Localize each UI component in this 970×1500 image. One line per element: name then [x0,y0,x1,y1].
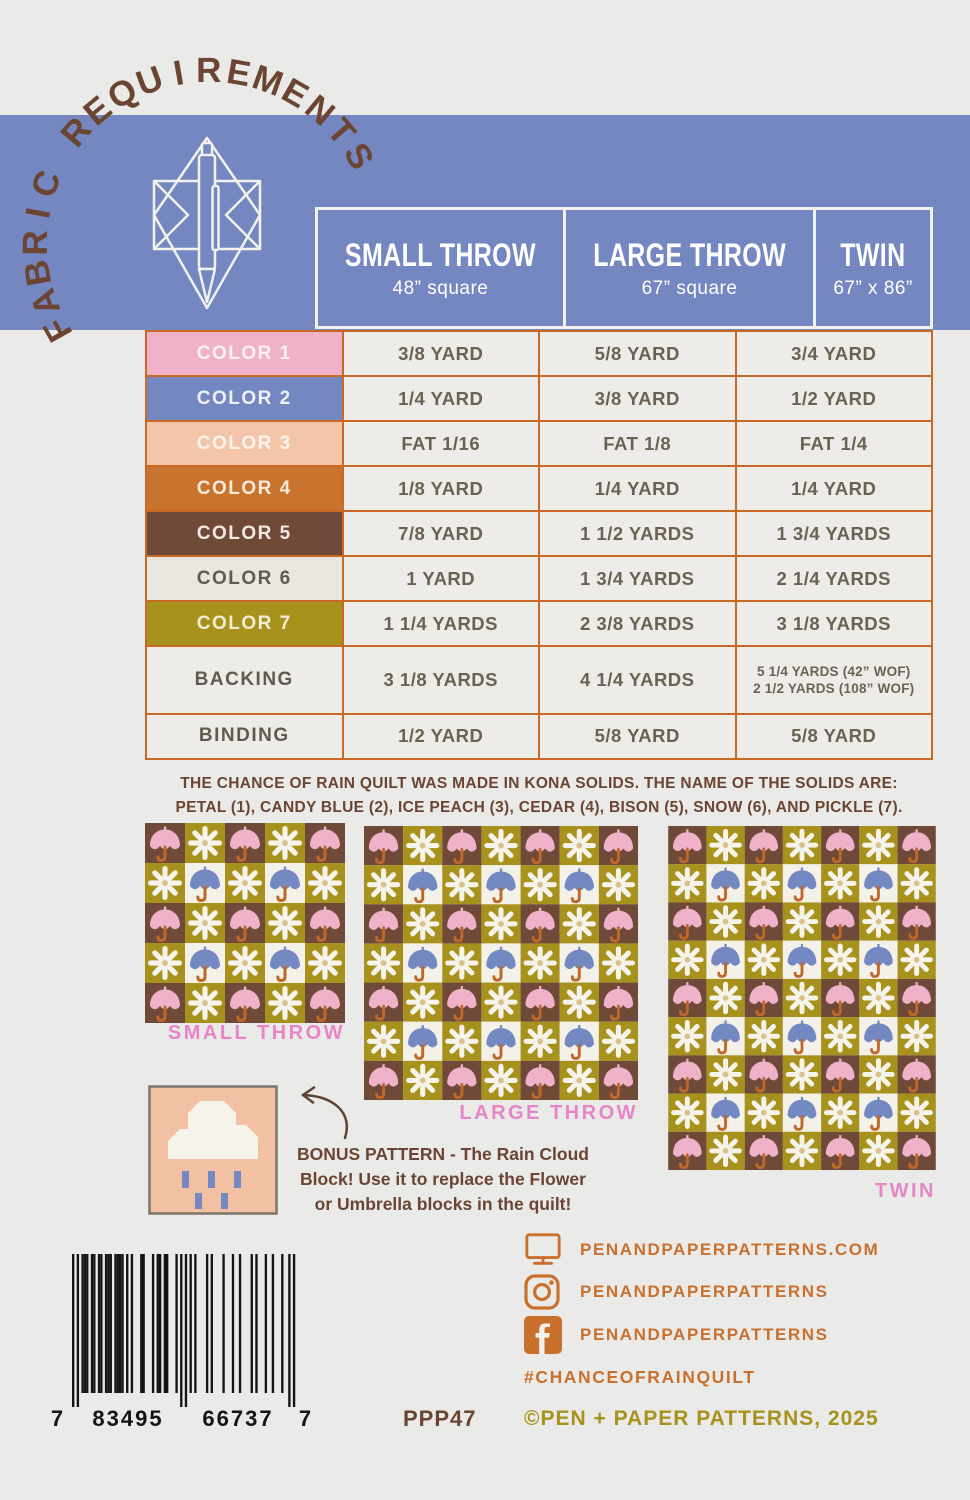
arc-letter: T [319,110,364,153]
yardage-cell: 5 1/4 YARDS (42” WOF) 2 1/2 YARDS (108” WOF) [736,646,933,714]
row-label-color-7: COLOR 7 [146,601,343,646]
yardage-cell: FAT 1/8 [539,421,736,466]
size-title: SMALL THROW [344,236,536,273]
row-label-color-2: COLOR 2 [146,376,343,421]
yardage-cell: 3/8 YARD [343,331,540,376]
yardage-cell: 5/8 YARD [539,331,736,376]
upc-barcode [50,1254,318,1434]
note-line-1: THE CHANCE OF RAIN QUILT WAS MADE IN KONA SOLIDS. THE NAME OF THE SOLIDS ARE: [180,775,898,792]
arc-letter: C [23,165,69,203]
row-label-color-1: COLOR 1 [146,331,343,376]
note-line-2: PETAL (1), CANDY BLUE (2), ICE PEACH (3), CEDAR (4), BISON (5), SNOW (6), AND PICKLE (7). [175,799,903,817]
table-row [146,376,932,421]
yardage-cell: 2 3/8 YARDS [539,601,736,646]
bonus-line-2: Block! Use it to replace the Flower [300,1169,586,1190]
instagram-handle: PENANDPAPERPATTERNS [580,1282,829,1301]
yardage-cell: 1 1/2 YARDS [539,511,736,556]
bonus-pattern-note [288,1142,598,1217]
bonus-line-1: BONUS PATTERN - The Rain Cloud [297,1144,589,1164]
arc-letter: R [53,109,100,155]
arc-letter: E [76,88,120,134]
svg-text:7: 7 [50,1406,66,1431]
row-label-color-4: COLOR 4 [146,466,343,511]
arc-letter: U [131,58,169,104]
yardage-cell: 2 1/4 YARDS [736,556,933,601]
table-row [146,714,932,759]
table-row [146,331,932,376]
size-title: LARGE THROW [593,236,786,273]
table-row [146,466,932,511]
website-url: PENANDPAPERPATTERNS.COM [580,1239,880,1259]
arc-letter: I [170,53,187,94]
yardage-cell: FAT 1/4 [736,421,933,466]
arc-letter: I [18,204,59,222]
size-subtitle: 67” x 86” [833,277,913,299]
facebook-row [524,1316,829,1354]
yardage-cell: 1/2 YARD [736,376,933,421]
row-label-color-6: COLOR 6 [146,556,343,601]
table-row [146,556,932,601]
quilt-label-small-throw: SMALL THROW [167,1022,345,1044]
arc-letter: E [275,70,315,117]
svg-text:7: 7 [298,1406,314,1431]
rain-cloud-block [148,1085,278,1215]
yardage-cell: 1 3/4 YARDS [539,556,736,601]
yardage-cell: 7/8 YARD [343,511,540,556]
yardage-cell: 3 1/8 YARDS [736,601,933,646]
yardage-cell: 1/4 YARD [539,466,736,511]
size-header-twin [813,210,930,326]
table-row [146,601,932,646]
table-row [146,646,932,714]
arc-letter: R [196,50,222,91]
arc-letter: R [15,230,56,256]
hashtag: #CHANCEOFRAINQUILT [524,1367,756,1387]
size-column-headers [315,207,933,329]
quilt-label-large-throw: LARGE THROW [459,1102,638,1124]
facebook-icon [524,1316,564,1354]
size-header-small-throw [318,210,563,326]
yardage-cell: 5/8 YARD [736,714,933,759]
pattern-sku: PPP47 [403,1406,477,1431]
yardage-cell: 1/2 YARD [343,714,540,759]
arc-letter: B [16,257,60,289]
yardage-cell: 3/4 YARD [736,331,933,376]
instagram-icon [524,1274,564,1310]
website-icon [524,1232,564,1267]
website-row [524,1232,879,1267]
size-title: TWIN [840,236,906,273]
arc-letter: N [297,87,343,134]
arc-letter: F [35,310,81,349]
table-row [146,421,932,466]
row-label-backing: BACKING [146,646,343,714]
yardage-cell: 3 1/8 YARDS [343,646,540,714]
facebook-handle: PENANDPAPERPATTERNS [580,1325,829,1344]
kona-solids-note [108,772,970,820]
fabric-requirements-table [145,330,933,760]
yardage-cell: FAT 1/16 [343,421,540,466]
arc-letter: M [247,57,289,105]
quilt-preview-small-throw [145,823,345,1028]
yardage-cell: 4 1/4 YARDS [539,646,736,714]
table-row [146,511,932,556]
size-subtitle: 67” square [641,277,738,299]
copyright-text: ©PEN + PAPER PATTERNS, 2025 [524,1407,879,1430]
yardage-cell: 5/8 YARD [539,714,736,759]
yardage-cell: 1/8 YARD [343,466,540,511]
size-header-large-throw [563,210,813,326]
size-subtitle: 48” square [392,277,489,299]
pen-and-paper-logo-icon [148,131,266,313]
quilt-preview-twin [668,826,936,1175]
arc-letter: E [223,51,254,95]
yardage-cell: 3/8 YARD [539,376,736,421]
arc-letter: Q [100,69,144,118]
instagram-row [524,1274,829,1310]
yardage-cell: 1/4 YARD [736,466,933,511]
svg-text:66737: 66737 [202,1406,274,1431]
row-label-binding: BINDING [146,714,343,759]
svg-text:83495: 83495 [92,1406,164,1431]
yardage-cell: 1 3/4 YARDS [736,511,933,556]
quilt-label-twin: TWIN [874,1180,936,1202]
row-label-color-5: COLOR 5 [146,511,343,556]
arc-letter: S [335,136,382,177]
row-label-color-3: COLOR 3 [146,421,343,466]
yardage-cell: 1 YARD [343,556,540,601]
arc-letter: A [22,283,69,321]
yardage-cell: 1/4 YARD [343,376,540,421]
bonus-line-3: or Umbrella blocks in the quilt! [314,1194,572,1215]
yardage-cell: 1 1/4 YARDS [343,601,540,646]
quilt-preview-large-throw [364,826,638,1105]
